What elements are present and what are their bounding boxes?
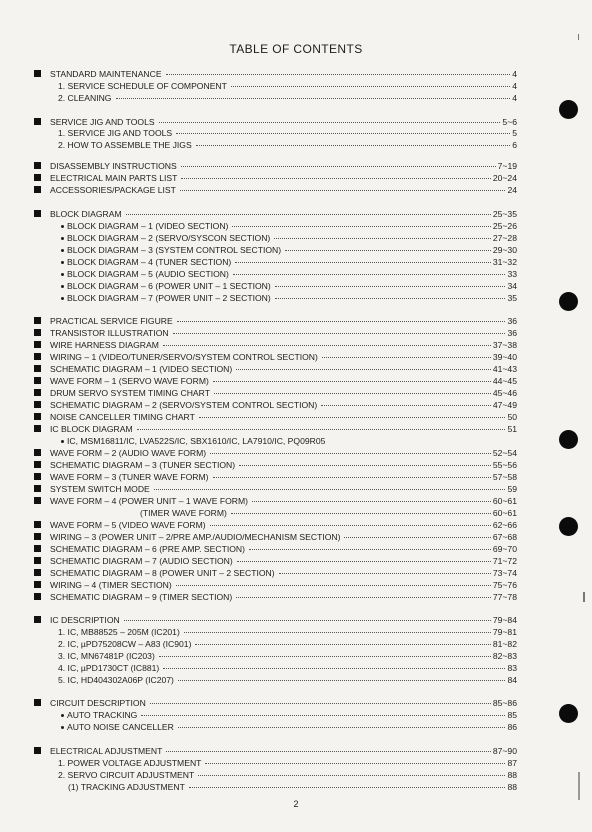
toc-entry-label: ACCESSORIES/PACKAGE LIST [50,185,176,195]
dot-leader [189,787,506,788]
toc-entry [0,92,592,104]
dot-leader [198,775,505,776]
toc-entry-label: AUTO NOISE CANCELLER [67,722,174,732]
toc-entry-page: 84 [507,675,517,685]
toc-entry-page: 88 [507,770,517,780]
dot-leader [159,122,501,123]
toc-entry [0,399,592,411]
dot-leader [279,573,491,574]
toc-entry-label: 1. POWER VOLTAGE ADJUSTMENT [58,758,202,768]
square-bullet-icon [34,341,41,348]
toc-entry-label: CIRCUIT DESCRIPTION [50,698,146,708]
square-bullet-icon [34,485,41,492]
toc-entry-page: 79~84 [492,615,517,625]
dot-leader [275,298,506,299]
dot-leader [214,393,491,394]
toc-entry-page: 34 [507,281,517,291]
dot-leader [231,86,510,87]
dot-bullet-icon [61,225,64,228]
toc-entry-label: 1. SERVICE SCHEDULE OF COMPONENT [58,81,227,91]
square-bullet-icon [34,521,41,528]
square-bullet-icon [34,497,41,504]
toc-entry [0,471,592,483]
toc-entry [0,674,592,686]
toc-entry-page: 50 [507,412,517,422]
toc-entry-page: 5~6 [502,117,517,127]
square-bullet-icon [34,545,41,552]
toc-entry-label: BLOCK DIAGRAM – 3 (SYSTEM CONTROL SECTION) [67,245,282,255]
dot-leader [233,274,506,275]
dot-leader [177,321,506,322]
toc-entry [0,447,592,459]
toc-entry-page: 44~45 [492,376,517,386]
dot-leader [322,357,491,358]
dot-leader [237,561,491,562]
toc-entry [0,769,592,781]
dot-leader [166,74,511,75]
square-bullet-icon [34,747,41,754]
toc-entry-label: (TIMER WAVE FORM) [140,508,227,518]
dot-leader [181,178,491,179]
square-bullet-icon [34,377,41,384]
dot-leader [236,369,491,370]
dot-leader [235,262,491,263]
toc-entry-page: 5 [512,128,517,138]
toc-entry-page: 31~32 [492,257,517,267]
scan-speck [578,34,579,40]
toc-entry-label: WIRE HARNESS DIAGRAM [50,340,159,350]
toc-entry-page: 39~40 [492,352,517,362]
toc-entry [0,208,592,220]
square-bullet-icon [34,70,41,77]
dot-leader [176,133,510,134]
toc-entry [0,351,592,363]
square-bullet-icon [34,473,41,480]
square-bullet-icon [34,365,41,372]
toc-entry-page: 62~66 [492,520,517,530]
toc-entry-page: 55~56 [492,460,517,470]
dot-leader [159,656,491,657]
dot-bullet-icon [61,237,64,240]
toc-entry-page: 83 [507,663,517,673]
toc-entry-page: 35 [507,293,517,303]
toc-entry [0,579,592,591]
toc-entry [0,184,592,196]
dot-leader [321,405,491,406]
square-bullet-icon [34,162,41,169]
dot-leader [199,417,506,418]
toc-entry-page: 86 [507,722,517,732]
toc-entry-label: 3. IC, MN67481P (IC203) [58,651,155,661]
dot-leader [275,286,506,287]
toc-entry [0,280,592,292]
toc-entry [0,459,592,471]
square-bullet-icon [34,317,41,324]
square-bullet-icon [34,569,41,576]
toc-entry-label: DISASSEMBLY INSTRUCTIONS [50,161,177,171]
toc-entry-label: SCHEMATIC DIAGRAM – 2 (SERVO/SYSTEM CONTROL SECTION) [50,400,318,410]
dot-bullet-icon [61,714,64,717]
toc-entry-page: 87~90 [492,746,517,756]
dot-leader [137,429,506,430]
dot-bullet-icon [61,285,64,288]
toc-entry-label: DRUM SERVO SYSTEM TIMING CHART [50,388,210,398]
toc-entry-page: 77~78 [492,592,517,602]
toc-entry-page: 60~61 [492,496,517,506]
toc-entry-page: 87 [507,758,517,768]
square-bullet-icon [34,413,41,420]
toc-entry-page: 71~72 [492,556,517,566]
toc-entry-page: 82~83 [492,651,517,661]
toc-entry-label: STANDARD MAINTENANCE [50,69,162,79]
toc-entry [0,662,592,674]
square-bullet-icon [34,353,41,360]
toc-entry-label: 4. IC, µPD1730CT (IC881) [58,663,160,673]
toc-entry [0,80,592,92]
toc-entry-label: SYSTEM SWITCH MODE [50,484,150,494]
toc-entry [0,292,592,304]
square-bullet-icon [34,389,41,396]
square-bullet-icon [34,449,41,456]
dot-bullet-icon [61,261,64,264]
toc-entry [0,507,592,519]
dot-leader [178,680,506,681]
toc-entry-page: 85 [507,710,517,720]
dot-leader [163,345,491,346]
toc-entry-label: TRANSISTOR ILLUSTRATION [50,328,169,338]
toc-entry-page: 6 [512,140,517,150]
toc-entry [0,591,592,603]
toc-entry-label: BLOCK DIAGRAM – 4 (TUNER SECTION) [67,257,232,267]
toc-entry-page: 4 [512,69,517,79]
punch-hole-icon [559,517,578,536]
toc-entry-label: WIRING – 1 (VIDEO/TUNER/SERVO/SYSTEM CONTROL SECTION) [50,352,318,362]
punch-hole-icon [559,430,578,449]
toc-entry [0,555,592,567]
dot-leader [150,703,491,704]
square-bullet-icon [34,401,41,408]
dot-leader [274,238,491,239]
toc-entry-page: 27~28 [492,233,517,243]
toc-entry [0,172,592,184]
toc-entry-label: 2. IC, µPD75208CW – A83 (IC901) [58,639,192,649]
dot-bullet-icon [61,249,64,252]
toc-entry-label: BLOCK DIAGRAM [50,209,122,219]
dot-leader [210,525,491,526]
dot-leader [176,585,491,586]
dot-bullet-icon [61,273,64,276]
toc-entry-page: 85~86 [492,698,517,708]
toc-entry-label: NOISE CANCELLER TIMING CHART [50,412,195,422]
toc-entry-label: SCHEMATIC DIAGRAM – 1 (VIDEO SECTION) [50,364,233,374]
toc-entry-page: 36 [507,328,517,338]
dot-leader [166,751,490,752]
toc-entry [0,435,592,447]
toc-entry-label: WAVE FORM – 5 (VIDEO WAVE FORM) [50,520,206,530]
scan-speck [583,592,585,602]
toc-entry [0,745,592,757]
toc-entry [0,483,592,495]
toc-entry-page: 67~68 [492,532,517,542]
toc-entry [0,327,592,339]
dot-leader [181,166,496,167]
toc-entry [0,68,592,80]
toc-entry-label: 2. CLEANING [58,93,112,103]
toc-entry-label: 1. SERVICE JIG AND TOOLS [58,128,173,138]
toc-entry-page: 73~74 [492,568,517,578]
toc-entry-page: 7~19 [497,161,517,171]
dot-leader [210,453,491,454]
square-bullet-icon [34,210,41,217]
dot-leader [213,381,491,382]
dot-leader [205,763,505,764]
toc-entry [0,531,592,543]
toc-entry-label: 2. SERVO CIRCUIT ADJUSTMENT [58,770,195,780]
toc-entry-label: WAVE FORM – 3 (TUNER WAVE FORM) [50,472,209,482]
toc-entry-label: 1. IC, MB88525 – 205M (IC201) [58,627,180,637]
toc-entry [0,244,592,256]
dot-leader [196,145,511,146]
toc-entry-label: IC BLOCK DIAGRAM [50,424,133,434]
dot-bullet-icon [61,297,64,300]
toc-entry-label: IC, MSM16811/IC, LVA522S/IC, SBX1610/IC, LA7910/IC, PQ09R05 [67,436,326,446]
toc-entry-label: 2. HOW TO ASSEMBLE THE JIGS [58,140,192,150]
dot-leader [231,513,491,514]
toc-entry [0,375,592,387]
toc-entry [0,567,592,579]
toc-entry [0,268,592,280]
dot-leader [285,250,491,251]
toc-entry [0,256,592,268]
toc-entry-label: PRACTICAL SERVICE FIGURE [50,316,173,326]
toc-entry-page: 45~46 [492,388,517,398]
dot-bullet-icon [61,440,64,443]
dot-leader [141,715,505,716]
toc-entry-label: SCHEMATIC DIAGRAM – 9 (TIMER SECTION) [50,592,233,602]
toc-entry [0,411,592,423]
toc-entry [0,721,592,733]
dot-leader [184,632,491,633]
toc-entry-label: BLOCK DIAGRAM – 1 (VIDEO SECTION) [67,221,229,231]
toc-entry-page: 4 [512,81,517,91]
scan-speck [578,772,580,800]
toc-entry-page: 59 [507,484,517,494]
toc-entry-page: 69~70 [492,544,517,554]
toc-entry-page: 79~81 [492,627,517,637]
square-bullet-icon [34,533,41,540]
dot-leader [236,597,491,598]
toc-entry [0,519,592,531]
square-bullet-icon [34,186,41,193]
toc-entry-label: WAVE FORM – 2 (AUDIO WAVE FORM) [50,448,207,458]
toc-entry-label: BLOCK DIAGRAM – 6 (POWER UNIT – 1 SECTION) [67,281,271,291]
punch-hole-icon [559,292,578,311]
toc-entry [0,626,592,638]
toc-entry-label: AUTO TRACKING [67,710,138,720]
toc-entry [0,232,592,244]
toc-entry-label: IC DESCRIPTION [50,615,120,625]
toc-entry-label: SCHEMATIC DIAGRAM – 8 (POWER UNIT – 2 SECTION) [50,568,275,578]
toc-entry-page: 33 [507,269,517,279]
toc-entry-label: BLOCK DIAGRAM – 7 (POWER UNIT – 2 SECTION) [67,293,271,303]
toc-entry-page: 25~35 [492,209,517,219]
toc-entry-label: SCHEMATIC DIAGRAM – 3 (TUNER SECTION) [50,460,236,470]
toc-entry [0,757,592,769]
toc-entry-page: 41~43 [492,364,517,374]
square-bullet-icon [34,329,41,336]
toc-entry [0,709,592,721]
toc-entry-label: 5. IC, HD404302A06P (IC207) [58,675,174,685]
dot-leader [178,727,506,728]
toc-entry-label: WAVE FORM – 4 (POWER UNIT – 1 WAVE FORM) [50,496,248,506]
dot-leader [116,98,511,99]
dot-leader [213,477,491,478]
toc-entry-label: (1) TRACKING ADJUSTMENT [68,782,185,792]
toc-entry-page: 25~26 [492,221,517,231]
punch-hole-icon [559,100,578,119]
toc-entry-page: 57~58 [492,472,517,482]
dot-leader [124,620,491,621]
dot-leader [232,226,490,227]
toc-entry-label: WAVE FORM – 1 (SERVO WAVE FORM) [50,376,209,386]
toc-entry [0,650,592,662]
toc-entry-label: ELECTRICAL ADJUSTMENT [50,746,163,756]
toc-entry-page: 29~30 [492,245,517,255]
toc-entry-page: 36 [507,316,517,326]
toc-entry-label: SERVICE JIG AND TOOLS [50,117,155,127]
punch-hole-icon [559,704,578,723]
dot-leader [239,465,491,466]
square-bullet-icon [34,581,41,588]
toc-entry-label: ELECTRICAL MAIN PARTS LIST [50,173,178,183]
toc-entry-page: 75~76 [492,580,517,590]
toc-entry [0,363,592,375]
toc-entry [0,614,592,626]
toc-entry-page: 51 [507,424,517,434]
square-bullet-icon [34,616,41,623]
dot-leader [252,501,491,502]
toc-entry-label: BLOCK DIAGRAM – 5 (AUDIO SECTION) [67,269,229,279]
toc-entry-page: 4 [512,93,517,103]
dot-leader [154,489,506,490]
toc-entry [0,387,592,399]
toc-entry-label: SCHEMATIC DIAGRAM – 6 (PRE AMP. SECTION) [50,544,245,554]
toc-entry-page: 20~24 [492,173,517,183]
page-number: 2 [293,799,299,809]
toc-entry-label: WIRING – 3 (POWER UNIT – 2/PRE AMP./AUDIO/MECHANISM SECTION) [50,532,341,542]
toc-entry-label: SCHEMATIC DIAGRAM – 7 (AUDIO SECTION) [50,556,233,566]
toc-entry-page: 88 [507,782,517,792]
toc-entry [0,697,592,709]
square-bullet-icon [34,425,41,432]
toc-entry [0,423,592,435]
toc-entry-page: 37~38 [492,340,517,350]
square-bullet-icon [34,593,41,600]
toc-entry [0,160,592,172]
toc-entry-page: 60~61 [492,508,517,518]
toc-entry [0,127,592,139]
dot-leader [126,214,491,215]
dot-leader [195,644,490,645]
toc-entry [0,339,592,351]
toc-entry [0,638,592,650]
toc-entry-page: 47~49 [492,400,517,410]
toc-entry-label: BLOCK DIAGRAM – 2 (SERVO/SYSCON SECTION) [67,233,271,243]
toc-entry-label: WIRING – 4 (TIMER SECTION) [50,580,172,590]
page-title: TABLE OF CONTENTS [229,42,363,56]
square-bullet-icon [34,174,41,181]
dot-leader [173,333,506,334]
dot-leader [249,549,491,550]
dot-leader [163,668,505,669]
dot-leader [344,537,490,538]
square-bullet-icon [34,699,41,706]
square-bullet-icon [34,118,41,125]
toc-entry [0,315,592,327]
toc-entry [0,139,592,151]
toc-entry-page: 52~54 [492,448,517,458]
toc-entry [0,220,592,232]
dot-bullet-icon [61,726,64,729]
toc-entry-page: 81~82 [492,639,517,649]
dot-leader [180,190,506,191]
toc-entry [0,543,592,555]
toc-entry [0,495,592,507]
square-bullet-icon [34,461,41,468]
toc-entry [0,781,592,793]
square-bullet-icon [34,557,41,564]
toc-entry-page: 24 [507,185,517,195]
